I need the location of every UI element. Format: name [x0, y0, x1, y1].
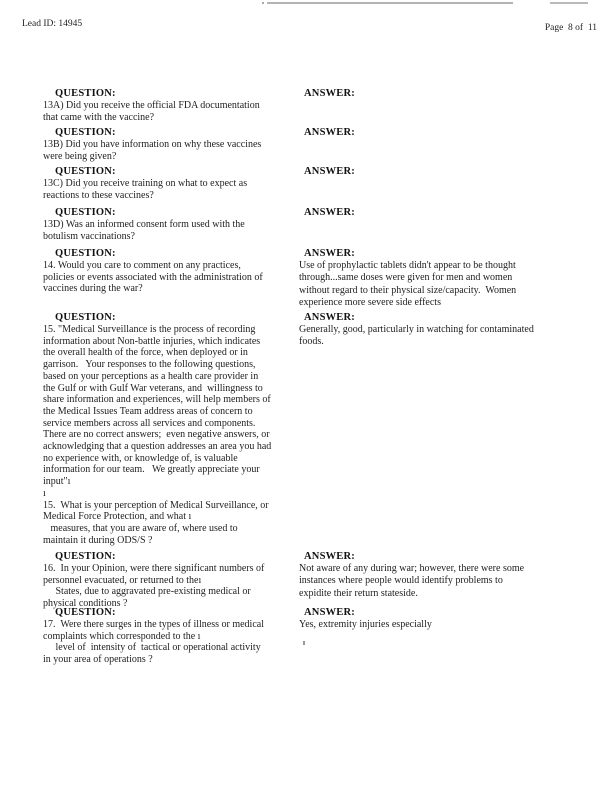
- question-line: garrison. Your responses to the following questions,: [43, 359, 256, 371]
- question-line: complaints which corresponded to the ı: [43, 630, 201, 642]
- question-line: botulism vaccinations?: [43, 230, 135, 242]
- scan-artifact-tick: [303, 641, 305, 645]
- question-line: 14. Would you care to comment on any practices,: [43, 260, 241, 271]
- answer-label: ANSWER:: [304, 312, 355, 323]
- page-number-label: Page 8 of 11: [544, 23, 597, 33]
- question-label: QUESTION:: [55, 607, 116, 618]
- answer-label: ANSWER:: [304, 88, 355, 99]
- answer-line: Use of prophylactic tablets didn't appear to be thought: [299, 260, 516, 271]
- question-block: [43, 248, 303, 295]
- question-line: 13A) Did you receive the official FDA documentation: [43, 100, 260, 111]
- answer-line: expidite their return stateside.: [299, 587, 418, 599]
- question-label: QUESTION:: [55, 312, 116, 323]
- question-line: based on your perceptions as a health care provider in: [43, 370, 259, 382]
- answer-block: [299, 207, 579, 219]
- question-line: States, due to aggravated pre-existing medical or: [43, 586, 251, 598]
- answer-block: [299, 88, 579, 100]
- question-block: [43, 88, 303, 123]
- question-line: personnel evacuated, or returned to theı: [43, 574, 202, 586]
- question-line: ı: [43, 487, 46, 499]
- answer-block: [299, 312, 579, 349]
- question-line: information for our team. We greatly appreciate your: [43, 464, 260, 476]
- question-line: the Medical Issues Team address areas of concern to: [43, 405, 253, 417]
- question-line: measures, that you are aware of, where used to: [43, 522, 238, 534]
- question-line: reactions to these vaccines?: [43, 189, 154, 201]
- answer-line: Not aware of any during war; however, there were some: [299, 563, 525, 574]
- question-line: vaccines during the war?: [43, 283, 143, 295]
- answer-line: foods.: [299, 336, 324, 348]
- answer-block: [299, 551, 579, 600]
- question-block: [43, 127, 303, 162]
- answer-line: Generally, good, particularly in watching for contaminated: [299, 324, 534, 335]
- question-line: 13D) Was an informed consent form used with the: [43, 219, 245, 230]
- question-line: no experience with, or knowledge of, is valuable: [43, 452, 238, 464]
- question-line: 15. "Medical Surveillance is the process of recording: [43, 324, 256, 335]
- question-line: share information and experiences, will help members of: [43, 394, 271, 406]
- question-label: QUESTION:: [55, 551, 116, 562]
- lead-id-label: Lead ID: 14945: [22, 19, 83, 29]
- answer-line: Yes, extremity injuries especially: [299, 619, 432, 630]
- question-line: service members across all services and components.: [43, 417, 256, 429]
- answer-line: experience more severe side effects: [299, 297, 441, 309]
- answer-label: ANSWER:: [304, 127, 355, 138]
- answer-block: [299, 248, 579, 310]
- question-line: that came with the vaccine?: [43, 111, 155, 123]
- question-line: 16. In your Opinion, were there significant numbers of: [43, 563, 265, 574]
- question-label: QUESTION:: [55, 127, 116, 138]
- scan-artifact-line: [550, 2, 588, 4]
- answer-label: ANSWER:: [304, 207, 355, 218]
- question-label: QUESTION:: [55, 88, 116, 99]
- question-label: QUESTION:: [55, 166, 116, 177]
- question-line: 13B) Did you have information on why these vaccines: [43, 139, 262, 150]
- answer-block: [299, 127, 579, 139]
- question-label: QUESTION:: [55, 207, 116, 218]
- question-line: policies or events associated with the administration of: [43, 271, 263, 283]
- answer-label: ANSWER:: [304, 551, 355, 562]
- question-label: QUESTION:: [55, 248, 116, 259]
- question-line: in your area of operations ?: [43, 654, 153, 666]
- answer-line: without regard to their physical size/capacity. Women: [299, 284, 517, 296]
- scan-artifact-line: [267, 2, 513, 4]
- question-block: [43, 166, 303, 201]
- question-line: 13C) Did you receive training on what to expect as: [43, 178, 248, 189]
- scan-artifact-dot: [262, 2, 264, 4]
- question-line: There are no correct answers; even negative answers, or: [43, 429, 270, 441]
- question-block: [43, 207, 303, 242]
- answer-label: ANSWER:: [304, 166, 355, 177]
- question-line: Medical Force Protection, and what ı: [43, 511, 192, 523]
- question-line: were being given?: [43, 150, 117, 162]
- question-block: [43, 551, 303, 610]
- question-line: physical conditions ?: [43, 598, 128, 610]
- question-line: input"ı: [43, 476, 71, 488]
- question-block: [43, 607, 303, 666]
- answer-line: through...same doses were given for men and women: [299, 272, 513, 284]
- question-line: maintain it during ODS/S ?: [43, 534, 153, 546]
- answer-block: [299, 166, 579, 178]
- question-line: the overall health of the force, when deployed or in: [43, 347, 248, 359]
- question-line: the Gulf or with Gulf War veterans, and willingness to: [43, 382, 263, 394]
- question-block: [43, 312, 303, 546]
- question-line: acknowledging that a question addresses an area you had: [43, 441, 272, 453]
- answer-line: instances where people would identify problems to: [299, 575, 503, 587]
- question-line: information about Non-battle injuries, which indicates: [43, 335, 261, 347]
- question-line: 15. What is your perception of Medical Surveillance, or: [43, 499, 269, 511]
- question-line: level of intensity of tactical or operational activity: [43, 642, 261, 654]
- answer-block: [299, 607, 579, 631]
- answer-label: ANSWER:: [304, 248, 355, 259]
- answer-label: ANSWER:: [304, 607, 355, 618]
- question-line: 17. Were there surges in the types of illness or medical: [43, 619, 264, 630]
